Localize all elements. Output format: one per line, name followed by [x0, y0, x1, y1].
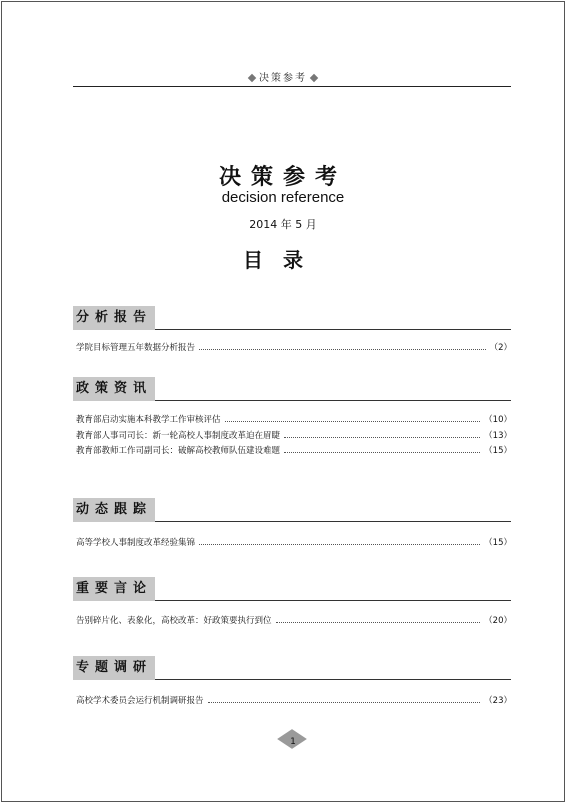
toc-entry-title: 教育部启动实施本科教学工作审核评估: [76, 415, 221, 425]
leader-dots: [199, 349, 486, 350]
publication-title: 决策参考: [218, 165, 347, 190]
toc-entry-title: 学院目标管理五年数据分析报告: [76, 343, 196, 353]
toc-entry-page: （15）: [484, 538, 512, 548]
toc-entry[interactable]: [76, 443, 512, 457]
section-label: 动态跟踪: [73, 498, 155, 522]
toc-entry[interactable]: [76, 340, 512, 354]
running-head: [0, 69, 566, 84]
leader-dots: [208, 702, 481, 703]
section-rule: [155, 521, 511, 522]
toc-entry-title: 教育部教师工作司副司长：破解高校教师队伍建设难题: [76, 446, 281, 456]
page-number: [280, 735, 306, 749]
leader-dots: [284, 452, 480, 453]
issue-date: 2014 年 5 月: [249, 218, 317, 231]
leader-dots: [276, 622, 481, 623]
toc-entry[interactable]: [76, 613, 512, 627]
publication-subtitle: decision reference: [221, 189, 345, 206]
running-head-text: 决策参考: [259, 73, 307, 84]
section-label: 分析报告: [73, 306, 155, 330]
toc-entry-page: （20）: [484, 616, 512, 626]
toc-entry[interactable]: [76, 693, 512, 707]
section-rule: [155, 600, 511, 601]
diamond-ornament-icon: [310, 73, 318, 81]
toc-entry-title: 高等学校人事制度改革经验集锦: [76, 538, 196, 548]
leader-dots: [199, 544, 480, 545]
toc-entry-page: （23）: [484, 696, 512, 706]
toc-entry[interactable]: [76, 428, 512, 442]
toc-entry-page: （13）: [484, 431, 512, 441]
section-rule: [155, 679, 511, 680]
diamond-ornament-icon: [248, 73, 256, 81]
leader-dots: [284, 437, 480, 438]
section-rule: [155, 329, 511, 330]
section-label: 政策资讯: [73, 377, 155, 401]
header-rule: [73, 86, 511, 87]
toc-entry-title: 教育部人事司司长：新一轮高校人事制度改革迫在眉睫: [76, 431, 281, 441]
toc-entry-page: （10）: [484, 415, 512, 425]
toc-entry-page: （2）: [489, 343, 512, 353]
toc-entry[interactable]: [76, 412, 512, 426]
toc-entry-title: 高校学术委员会运行机制调研报告: [76, 696, 204, 706]
section-label: 重要言论: [73, 577, 155, 601]
toc-title: 目录: [243, 248, 323, 272]
section-rule: [155, 400, 511, 401]
toc-entry-page: （15）: [484, 446, 512, 456]
leader-dots: [225, 421, 481, 422]
section-label: 专题调研: [73, 656, 155, 680]
toc-entry-title: 告别碎片化、表象化，高校改革：好政策要执行到位: [76, 616, 272, 626]
toc-entry[interactable]: [76, 535, 512, 549]
page-number-text: 1: [290, 737, 296, 747]
page-frame: [1, 1, 565, 802]
